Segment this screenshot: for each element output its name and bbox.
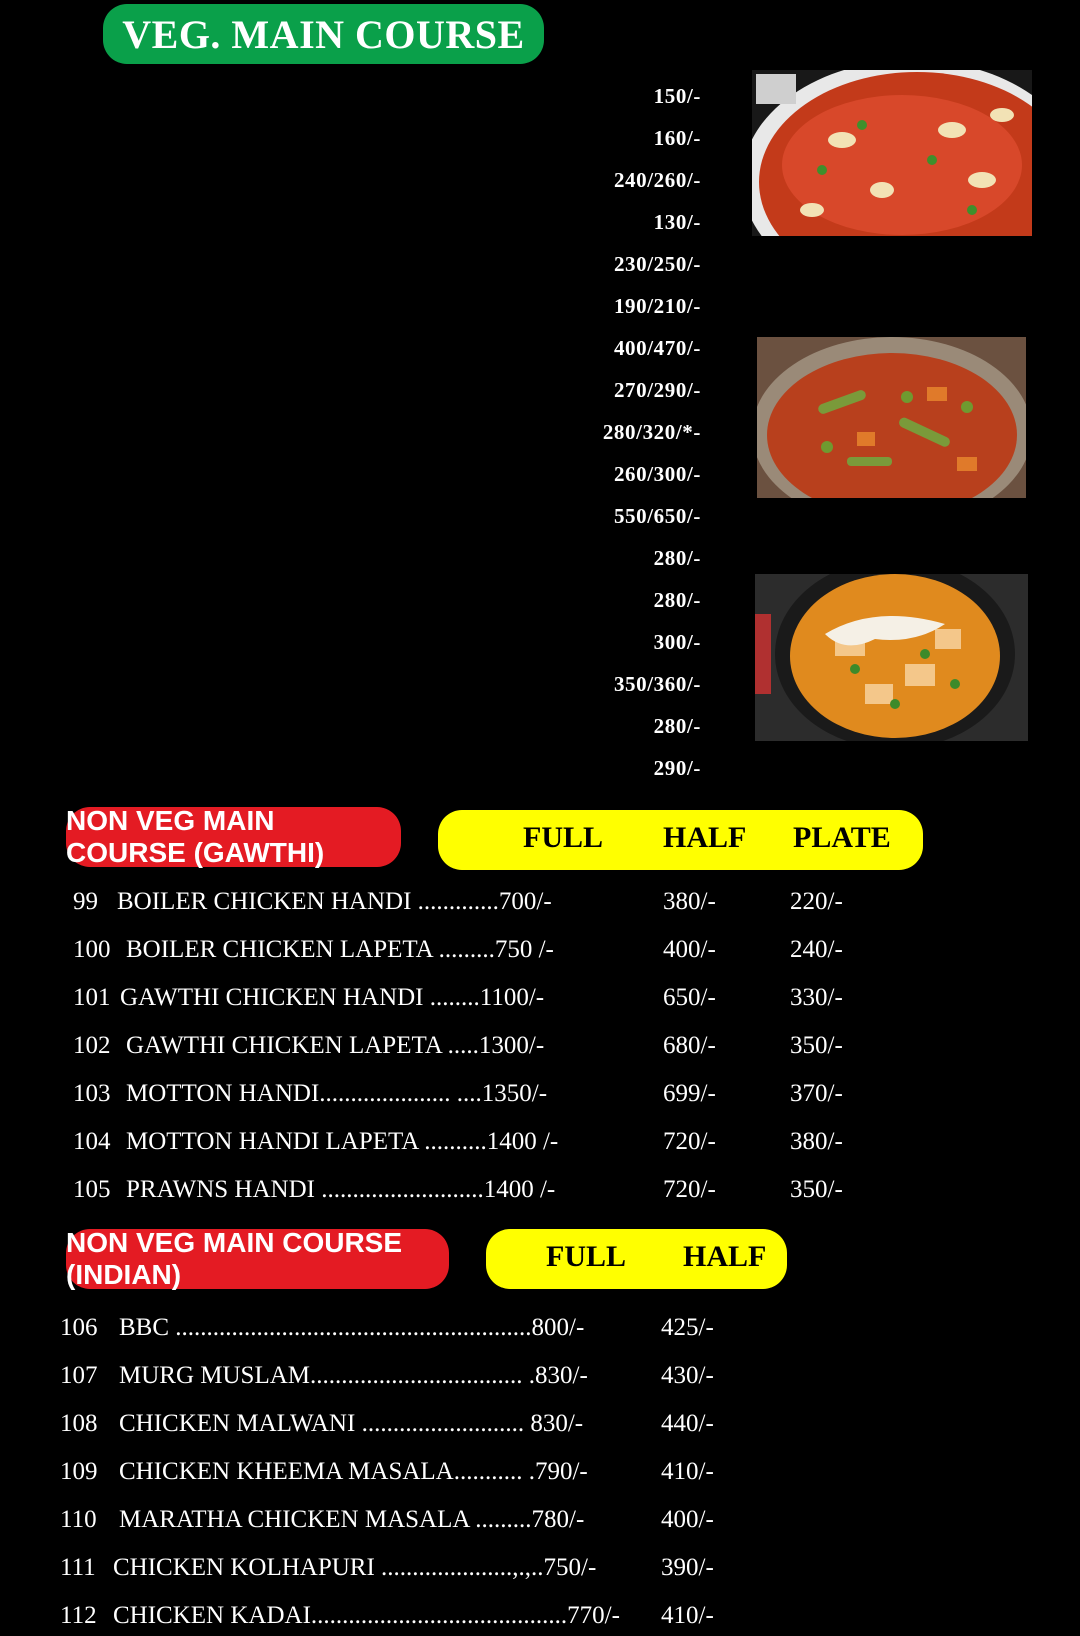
item-half-price: 410/- [661,1602,714,1629]
full-header: FULL [523,821,604,854]
item-name-full-price: GAWTHI CHICKEN HANDI ........1100/- [120,984,545,1011]
item-price: 260/300/- [60,462,701,487]
plate-header: PLATE [793,821,891,854]
item-half-price: 440/- [661,1410,714,1437]
item-name-full-price: CHICKEN KADAI.........................................770/- [113,1602,620,1629]
item-half-price: 650/- [663,984,716,1011]
item-half-price: 720/- [663,1176,716,1203]
item-price: 230/250/- [60,252,701,277]
item-plate-price: 370/- [790,1080,843,1107]
item-number: 104 [73,1128,111,1155]
item-price: 550/650/- [60,504,701,529]
item-price: 130/- [60,210,701,235]
item-number: 110 [60,1506,97,1533]
item-name-full-price: CHICKEN MALWANI .......................... 830/- [119,1410,584,1437]
item-name-full-price: CHICKEN KHEEMA MASALA........... .790/- [119,1458,588,1485]
item-price: 290/- [60,756,701,781]
item-name-full-price: GAWTHI CHICKEN LAPETA .....1300/- [126,1032,545,1059]
item-price: 300/- [60,630,701,655]
item-price: 280/- [60,588,701,613]
item-half-price: 380/- [663,888,716,915]
item-number: 108 [60,1410,98,1437]
item-half-price: 410/- [661,1458,714,1485]
item-half-price: 680/- [663,1032,716,1059]
item-name-full-price: BOILER CHICKEN HANDI .............700/- [117,888,552,915]
item-plate-price: 330/- [790,984,843,1011]
item-price: 400/470/- [60,336,701,361]
item-half-price: 699/- [663,1080,716,1107]
item-name-full-price: BOILER CHICKEN LAPETA .........750 /- [126,936,554,963]
item-name-full-price: MARATHA CHICKEN MASALA .........780/- [119,1506,585,1533]
half-header: HALF [683,1240,767,1273]
item-price: 190/210/- [60,294,701,319]
item-plate-price: 350/- [790,1176,843,1203]
item-number: 101 [73,984,111,1011]
half-header: HALF [663,821,747,854]
veg-handi-photo [757,337,1026,498]
item-number: 102 [73,1032,111,1059]
gawthi-price-header [438,810,923,870]
item-price: 350/360/- [60,672,701,697]
non-veg-indian-title: NON VEG MAIN COURSE (INDIAN) [66,1229,449,1289]
item-name-full-price: MOTTON HANDI LAPETA ..........1400 /- [126,1128,559,1155]
item-plate-price: 350/- [790,1032,843,1059]
item-number: 99 [73,888,98,915]
item-number: 100 [73,936,111,963]
full-header: FULL [546,1240,627,1273]
item-half-price: 720/- [663,1128,716,1155]
item-number: 109 [60,1458,98,1485]
item-half-price: 400/- [663,936,716,963]
item-plate-price: 220/- [790,888,843,915]
item-price: 280/- [60,714,701,739]
item-half-price: 400/- [661,1506,714,1533]
item-price: 280/- [60,546,701,571]
indian-price-header [486,1229,787,1289]
item-half-price: 390/- [661,1554,714,1581]
item-price: 270/290/- [60,378,701,403]
kaju-curry-photo [752,70,1032,236]
item-name-full-price: BBC .........................................................800/- [119,1314,585,1341]
non-veg-gawthi-title: NON VEG MAIN COURSE (GAWTHI) [66,807,401,867]
item-number: 103 [73,1080,111,1107]
item-price: 240/260/- [60,168,701,193]
item-name-full-price: PRAWNS HANDI ..........................1400 /- [126,1176,556,1203]
item-number: 105 [73,1176,111,1203]
item-number: 106 [60,1314,98,1341]
item-plate-price: 240/- [790,936,843,963]
item-number: 107 [60,1362,98,1389]
paneer-masala-photo [755,574,1028,741]
item-half-price: 430/- [661,1362,714,1389]
item-half-price: 425/- [661,1314,714,1341]
item-price: 280/320/*- [60,420,701,445]
item-price: 150/- [60,84,701,109]
veg-main-course-title: VEG. MAIN COURSE [103,4,544,64]
item-plate-price: 380/- [790,1128,843,1155]
item-name-full-price: CHICKEN KOLHAPURI .....................,.,..750/- [113,1554,597,1581]
item-number: 111 [60,1554,96,1581]
item-price: 160/- [60,126,701,151]
item-name-full-price: MURG MUSLAM.................................. .830/- [119,1362,588,1389]
item-name-full-price: MOTTON HANDI..................... ....1350/- [126,1080,548,1107]
item-number: 112 [60,1602,97,1629]
